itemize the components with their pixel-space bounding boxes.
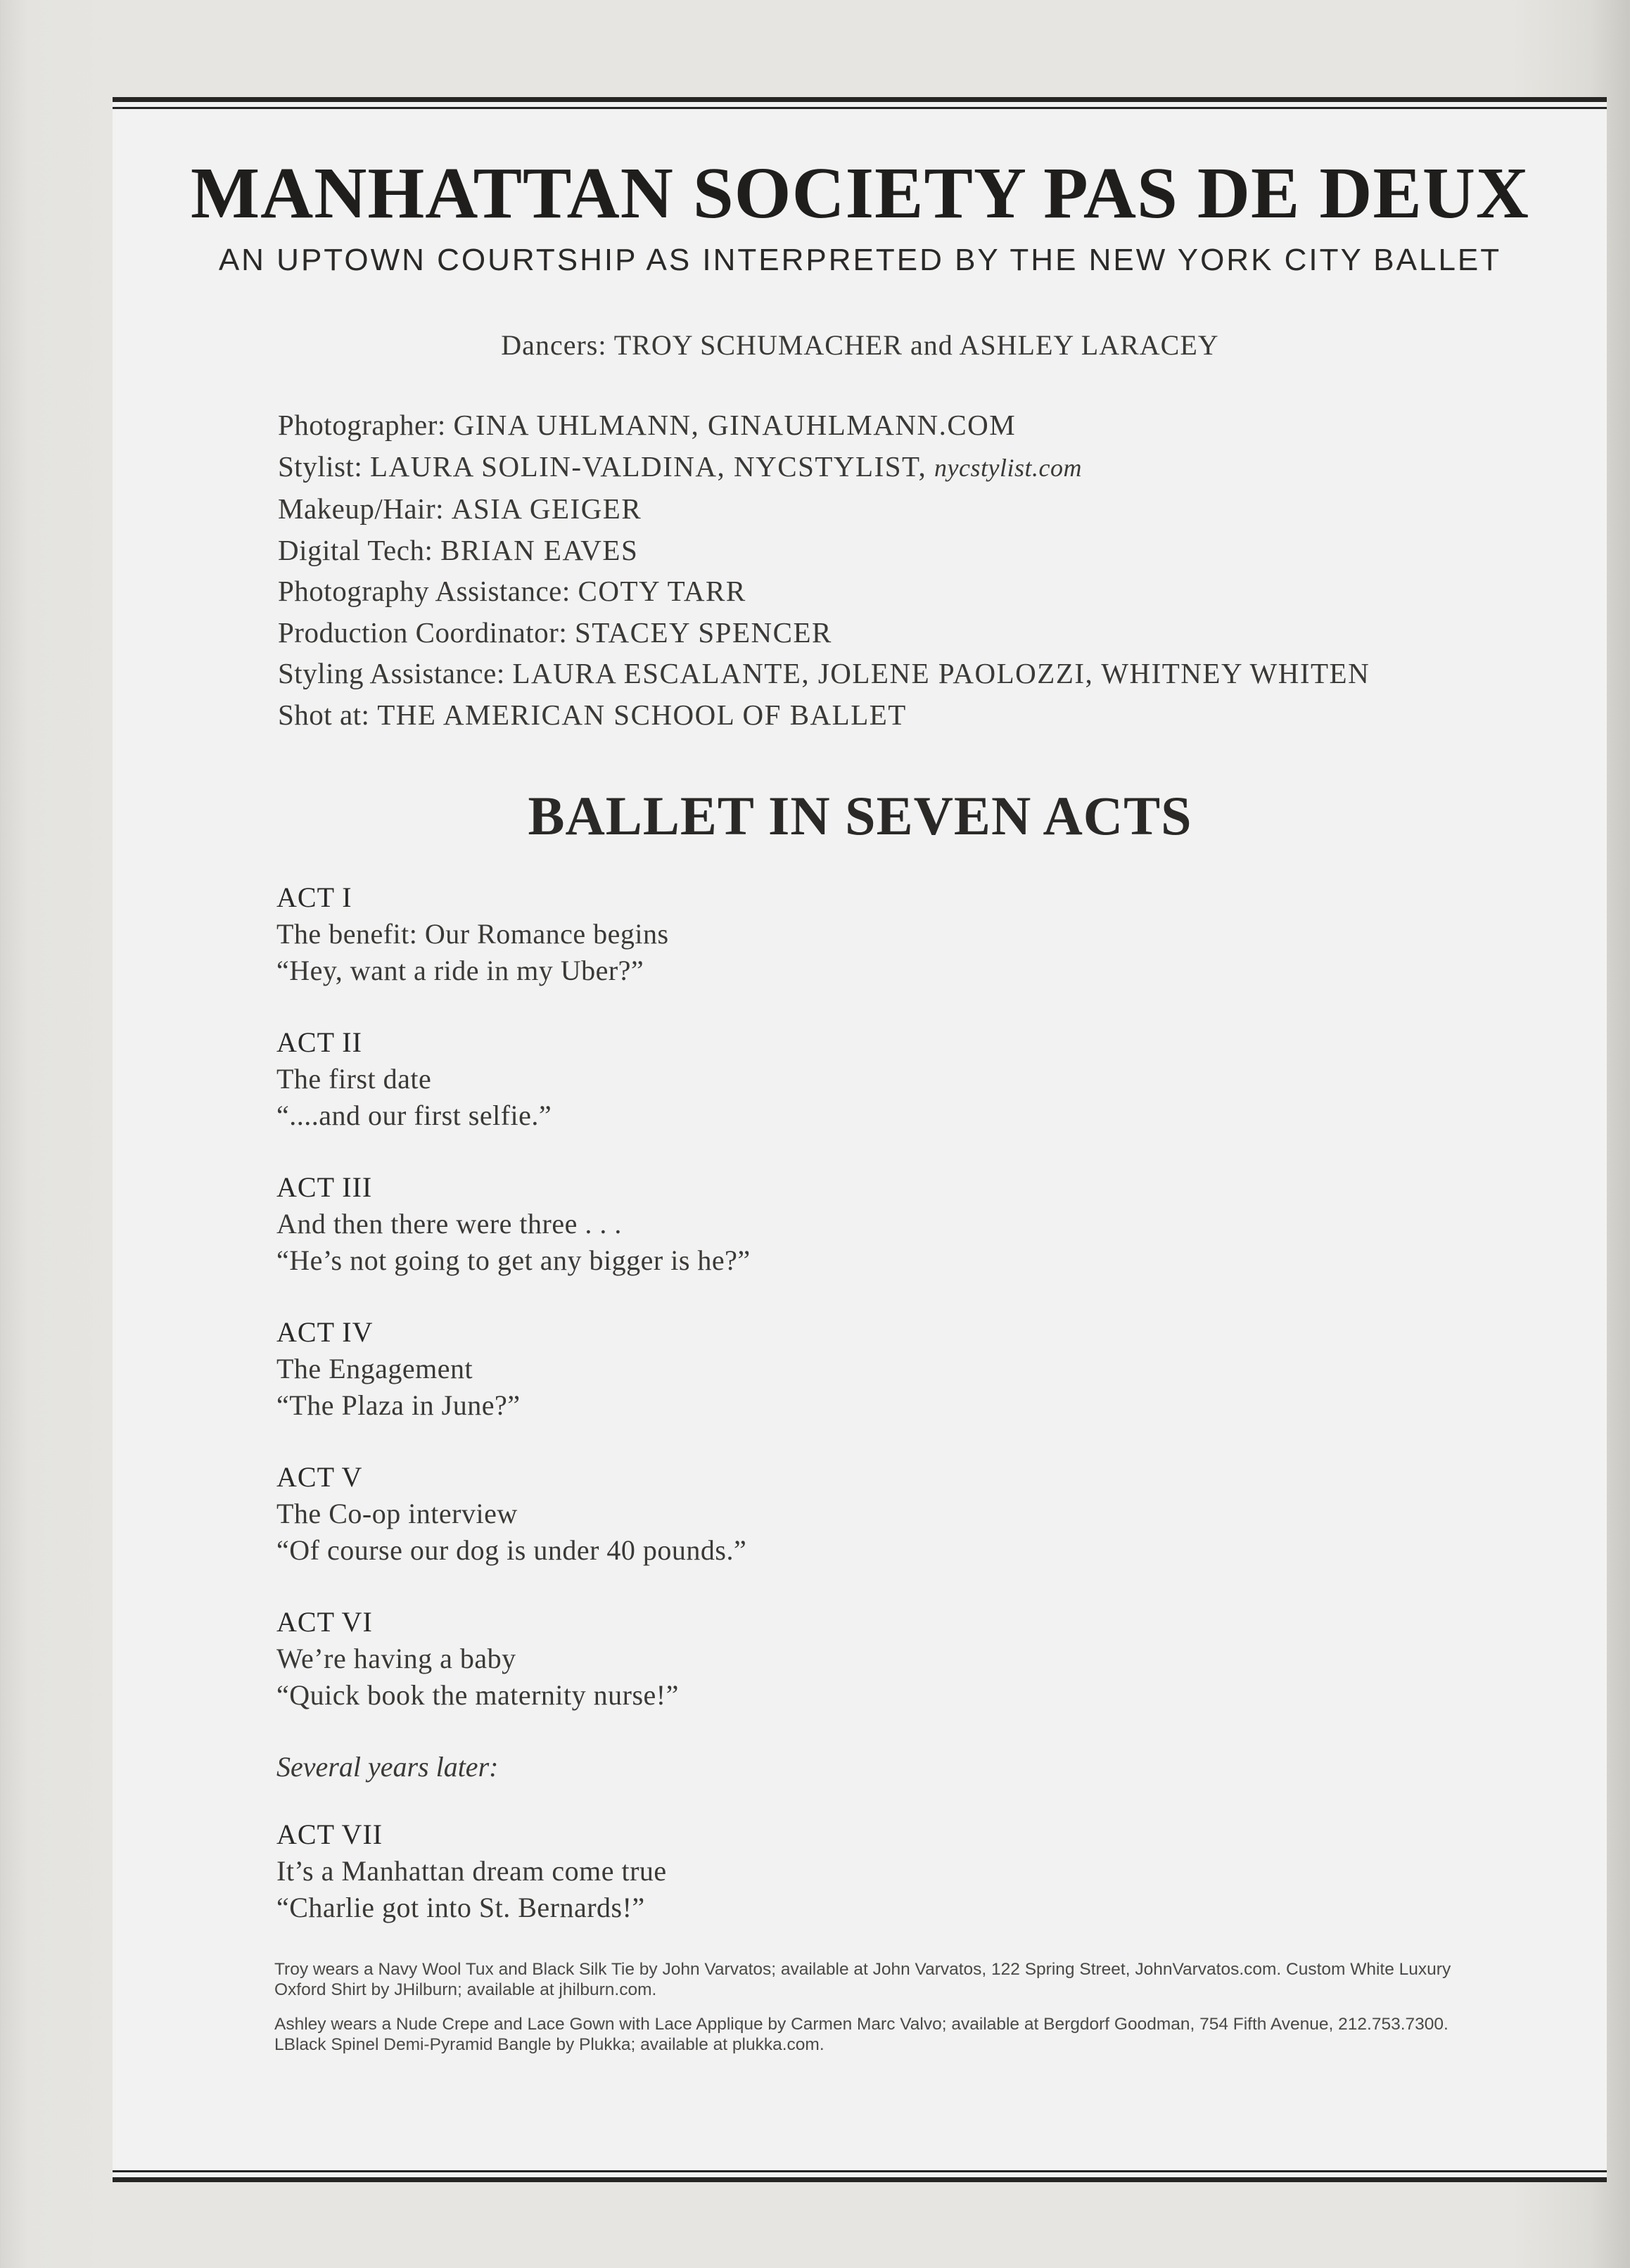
act-label: ACT IV	[276, 1316, 374, 1348]
act-item	[276, 1314, 751, 1424]
act-quote: “He’s not going to get any bigger is he?”	[276, 1244, 751, 1276]
bottom-rule-thick	[113, 2177, 1607, 2182]
credit-label: Photography Assistance:	[278, 575, 578, 607]
credit-label: Stylist:	[278, 450, 370, 483]
act-item	[276, 1169, 751, 1279]
credit-label: Makeup/Hair:	[278, 492, 452, 525]
act-item	[276, 879, 751, 989]
act-description: The first date	[276, 1063, 432, 1095]
credit-label: Shot at:	[278, 698, 378, 731]
act-quote: “Charlie got into St. Bernards!”	[276, 1892, 645, 1923]
credit-value: STACEY SPENCER	[574, 616, 832, 649]
act-label: ACT II	[276, 1026, 362, 1058]
act-description: The Co-op interview	[276, 1498, 518, 1529]
act-label: ACT VII	[276, 1818, 383, 1850]
act-description: The Engagement	[276, 1353, 473, 1384]
credit-label: Digital Tech:	[278, 533, 441, 566]
credit-photographer	[278, 404, 1370, 446]
credit-label: Photographer:	[278, 409, 454, 441]
wardrobe-credits	[274, 1959, 1470, 2069]
dancers-credit: Dancers: TROY SCHUMACHER and ASHLEY LARACEY	[501, 329, 1219, 361]
credit-value: ASIA GEIGER	[451, 492, 642, 525]
interlude-note: Several years later:	[276, 1751, 499, 1783]
stylist-url: nycstylist.com	[934, 453, 1082, 482]
act-label: ACT V	[276, 1461, 363, 1493]
act-label: ACT VI	[276, 1606, 373, 1638]
section-heading: BALLET IN SEVEN ACTS	[528, 785, 1192, 846]
credit-photography-assistance	[278, 571, 1370, 612]
credit-makeup-hair	[278, 488, 1370, 530]
acts-list	[276, 879, 751, 1961]
act-quote: “Of course our dog is under 40 pounds.”	[276, 1534, 747, 1566]
page-title: MANHATTAN SOCIETY PAS DE DEUX	[190, 153, 1530, 234]
act-description: We’re having a baby	[276, 1643, 516, 1674]
credit-value: THE AMERICAN SCHOOL OF BALLET	[377, 698, 907, 731]
credit-shot-at	[278, 694, 1370, 736]
act-item	[276, 1459, 751, 1569]
credit-stylist	[278, 446, 1370, 489]
act-description: And then there were three . . .	[276, 1208, 622, 1240]
top-rule-thick	[113, 97, 1607, 102]
act-description: The benefit: Our Romance begins	[276, 918, 669, 950]
act-item	[276, 1604, 751, 1714]
act-item	[276, 1024, 751, 1134]
page-subtitle: AN UPTOWN COURTSHIP AS INTERPRETED BY THE NEW YORK CITY BALLET	[218, 243, 1502, 277]
act-quote: “Quick book the maternity nurse!”	[276, 1679, 679, 1711]
bottom-rule-thin	[113, 2170, 1607, 2172]
credit-label: Production Coordinator:	[278, 616, 575, 649]
act-quote: “Hey, want a ride in my Uber?”	[276, 955, 644, 986]
credit-label: Styling Assistance:	[278, 657, 513, 689]
credit-digital-tech	[278, 530, 1370, 571]
footnote-troy: Troy wears a Navy Wool Tux and Black Silk Tie by John Varvatos; available at John Varvatos, 122 Spring Street, JohnVarvatos.com. Custom White Luxury Oxford Shirt by JHilburn; available at jhilburn.com.	[274, 1960, 1451, 1999]
credit-value: BRIAN EAVES	[440, 533, 639, 566]
act-label: ACT I	[276, 881, 352, 913]
act-description: It’s a Manhattan dream come true	[276, 1855, 667, 1887]
act-label: ACT III	[276, 1171, 373, 1203]
top-rule-thin	[113, 107, 1607, 109]
act-quote: “The Plaza in June?”	[276, 1389, 521, 1421]
credits-list	[278, 404, 1370, 735]
credit-styling-assistance	[278, 653, 1370, 694]
act-quote: “....and our first selfie.”	[276, 1100, 552, 1131]
footnote-ashley: Ashley wears a Nude Crepe and Lace Gown with Lace Applique by Carmen Marc Valvo; available at Bergdorf Goodman, 754 Fifth Avenue, 212.753.7300. LBlack Spinel Demi-Pyramid Bangle by Plukka; available at plukka.com.	[274, 2015, 1448, 2054]
credit-production-coordinator	[278, 612, 1370, 654]
credit-value: GINA UHLMANN, GINAUHLMANN.COM	[453, 409, 1017, 441]
credit-value: LAURA ESCALANTE, JOLENE PAOLOZZI, WHITNEY WHITEN	[512, 657, 1370, 689]
credit-value: COTY TARR	[578, 575, 746, 607]
credit-value: LAURA SOLIN-VALDINA, NYCSTYLIST,	[369, 450, 927, 483]
act-item-final	[276, 1816, 751, 1926]
